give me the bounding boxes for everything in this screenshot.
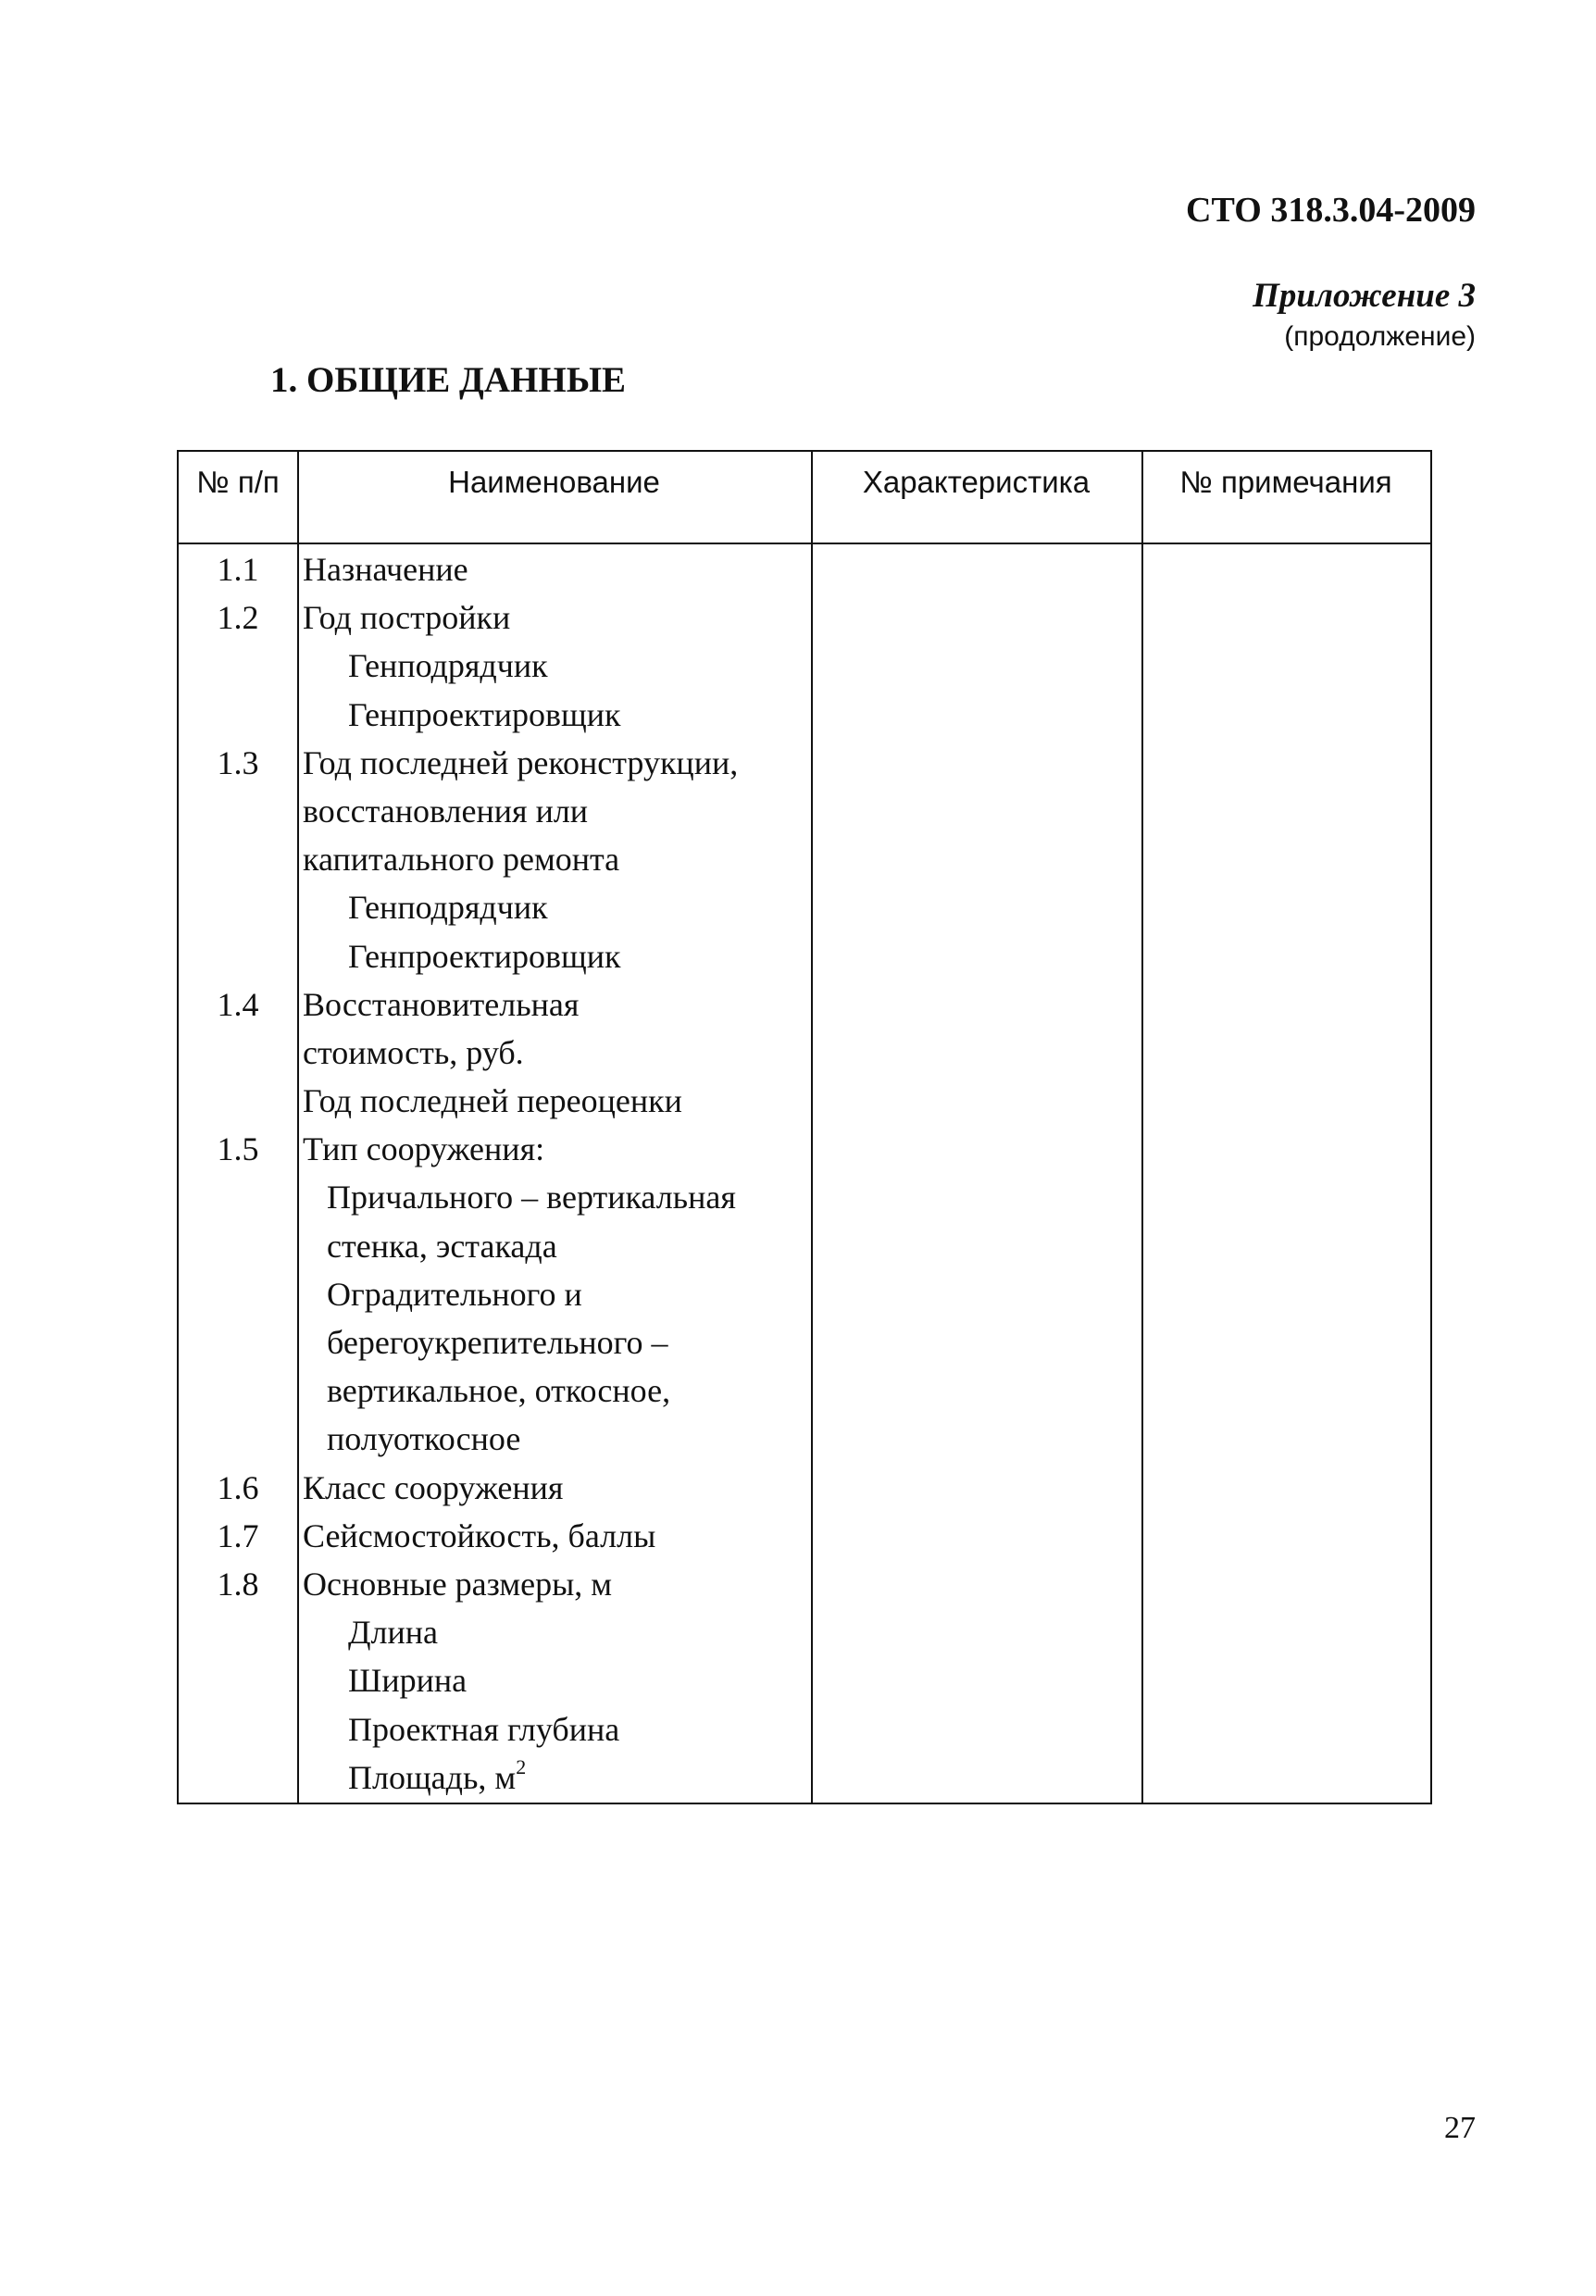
table-row [179, 835, 1430, 883]
table-row [179, 1512, 1430, 1560]
row-number: 1.1 [217, 551, 259, 588]
table-row [179, 980, 1430, 1029]
appendix-subtitle: (продолжение) [1284, 321, 1476, 352]
row-name [303, 1464, 563, 1512]
superscript: 2 [516, 1754, 527, 1778]
row-name [303, 1560, 612, 1608]
table-row [179, 1608, 1430, 1656]
row-name [303, 980, 579, 1029]
row-name [348, 883, 548, 931]
table-row [179, 1464, 1430, 1512]
row-name [303, 593, 510, 642]
row-name [303, 739, 738, 787]
row-name [327, 1415, 520, 1463]
row-name [327, 1270, 582, 1318]
row-name-text: Основные размеры, м [303, 1565, 613, 1603]
table-row [179, 691, 1430, 739]
row-name [327, 1222, 557, 1270]
table-row [179, 1173, 1430, 1221]
row-name [348, 1608, 438, 1656]
table-row [179, 1560, 1430, 1608]
table-row [179, 1029, 1430, 1077]
row-name [348, 642, 548, 690]
table-row [179, 1366, 1430, 1415]
header-separator [179, 543, 1430, 544]
row-name [348, 1705, 619, 1753]
row-name [303, 1077, 682, 1125]
row-name-text: Восстановительная [303, 985, 580, 1023]
appendix-title: Приложение 3 [1253, 277, 1476, 315]
table-row [179, 593, 1430, 642]
row-name-text: Оградительного и [327, 1275, 582, 1313]
row-number: 1.5 [217, 1130, 259, 1168]
table-body [179, 545, 1430, 1802]
table-row [179, 883, 1430, 931]
table-row [179, 1222, 1430, 1270]
row-name-text: Генпроектировщик [348, 937, 621, 975]
row-name [303, 1125, 544, 1173]
row-name-text: восстановления или [303, 792, 589, 830]
document-code: СТО 318.3.04-2009 [1186, 191, 1476, 230]
row-name [303, 1512, 655, 1560]
row-number: 1.8 [217, 1565, 259, 1603]
column-header-name: Наименование [448, 465, 660, 499]
row-name [348, 1753, 526, 1802]
row-name [303, 1029, 524, 1077]
table-row [179, 1077, 1430, 1125]
row-number: 1.7 [217, 1516, 259, 1554]
row-name-text: Генподрядчик [348, 889, 548, 927]
row-name [327, 1318, 668, 1366]
table-row [179, 787, 1430, 835]
page-number: 27 [1444, 2111, 1476, 2145]
table-row [179, 1753, 1430, 1802]
row-name-text: берегоукрепительного – [327, 1324, 668, 1361]
row-name-text: стенка, эстакада [327, 1227, 557, 1265]
row-name-text: Год последней реконструкции, [303, 743, 739, 781]
row-name-text: Класс сооружения [303, 1468, 564, 1506]
row-name [348, 691, 621, 739]
column-header-note-number: № примечания [1179, 465, 1392, 499]
row-name [327, 1366, 670, 1415]
table-row [179, 739, 1430, 787]
row-name-text: Площадь, м [348, 1758, 517, 1796]
row-name-text: Тип сооружения: [303, 1130, 545, 1168]
row-name [303, 545, 468, 593]
row-number: 1.2 [217, 599, 259, 637]
table-row [179, 1656, 1430, 1704]
row-name-text: полуоткосное [327, 1420, 521, 1458]
row-name-text: Генподрядчик [348, 647, 548, 685]
row-name-text: Ширина [348, 1662, 468, 1700]
row-name-text: Генпроектировщик [348, 695, 621, 733]
row-name [303, 835, 619, 883]
table-row [179, 1270, 1430, 1318]
row-name [303, 787, 588, 835]
row-name [348, 1656, 467, 1704]
table-row [179, 1125, 1430, 1173]
table-row [179, 1415, 1430, 1463]
row-name [327, 1173, 736, 1221]
row-name-text: Длина [348, 1614, 439, 1652]
row-name-text: вертикальное, откосное, [327, 1372, 671, 1410]
column-header-number: № п/п [196, 465, 280, 499]
row-name-text: Год постройки [303, 599, 511, 637]
table-row [179, 932, 1430, 980]
row-name-text: Назначение [303, 551, 468, 588]
row-name-text: Сейсмостойкость, баллы [303, 1516, 656, 1554]
row-number: 1.6 [217, 1468, 259, 1506]
row-name-text: Год последней переоценки [303, 1082, 682, 1120]
row-number: 1.3 [217, 743, 259, 781]
row-name [348, 932, 621, 980]
general-data-table [177, 450, 1432, 1804]
row-name-text: Проектная глубина [348, 1710, 620, 1748]
section-title: 1. ОБЩИЕ ДАННЫЕ [270, 360, 627, 400]
row-name-text: Причального – вертикальная [327, 1179, 736, 1217]
table-row [179, 1705, 1430, 1753]
column-header-characteristic: Характеристика [862, 465, 1091, 499]
table-row [179, 545, 1430, 593]
row-name-text: стоимость, руб. [303, 1033, 524, 1071]
table-row [179, 1318, 1430, 1366]
row-name-text: капитального ремонта [303, 841, 620, 879]
table-row [179, 642, 1430, 690]
row-number: 1.4 [217, 985, 259, 1023]
